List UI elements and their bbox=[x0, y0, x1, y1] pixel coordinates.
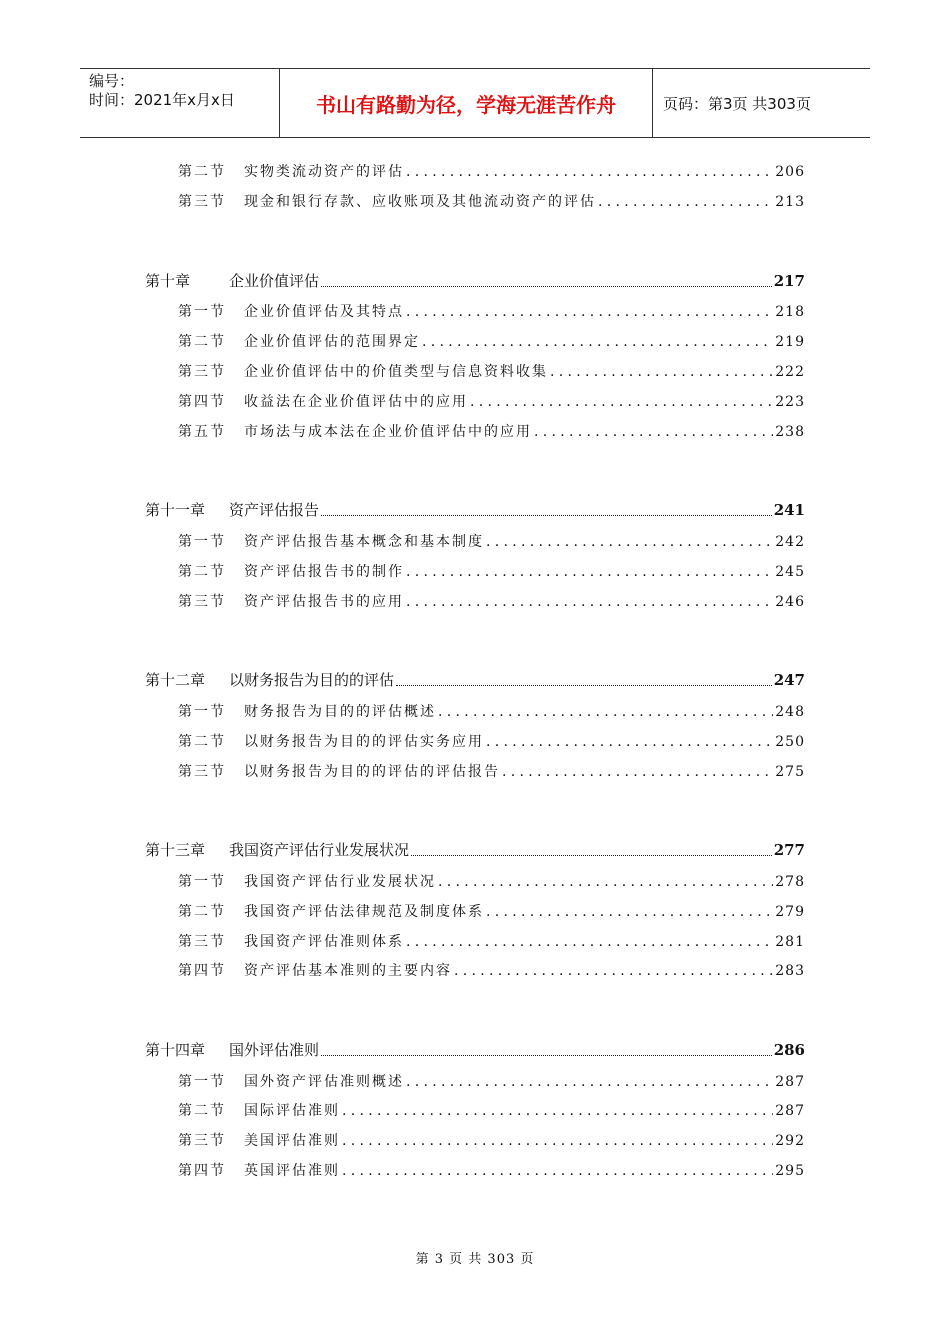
toc-entry-label bbox=[145, 499, 319, 520]
toc-section-row[interactable] bbox=[178, 301, 805, 321]
toc-entry-label bbox=[178, 960, 452, 980]
toc-entry-label bbox=[178, 301, 404, 321]
toc-section-row[interactable] bbox=[178, 591, 805, 611]
toc-section-row[interactable] bbox=[178, 421, 805, 441]
toc-entry-label bbox=[178, 761, 500, 781]
toc-entry-title: 资产评估报告 bbox=[229, 501, 320, 519]
toc-entry-title: 以财务报告为目的的评估实务应用 bbox=[244, 734, 484, 750]
toc-entry-title: 我国资产评估准则体系 bbox=[244, 934, 404, 950]
toc-entry-title: 企业价值评估 bbox=[229, 272, 320, 290]
toc-entry-title: 美国评估准则 bbox=[244, 1133, 340, 1149]
toc-entry-number: 第一节 bbox=[178, 1074, 226, 1090]
toc-page-number: 242 bbox=[775, 534, 805, 550]
toc-entry-number: 第四节 bbox=[178, 1163, 226, 1179]
toc-page-number: 245 bbox=[775, 564, 805, 580]
toc-section-row[interactable] bbox=[178, 931, 805, 951]
toc-section-row[interactable] bbox=[178, 391, 805, 411]
dot-leader bbox=[411, 854, 772, 856]
dot-leader bbox=[486, 734, 773, 750]
dot-leader bbox=[470, 394, 773, 410]
toc-entry-number: 第五节 bbox=[178, 424, 226, 440]
toc-entry-number: 第二节 bbox=[178, 334, 226, 350]
toc-entry-label bbox=[178, 531, 484, 551]
toc-page-number: 275 bbox=[775, 764, 805, 780]
toc-page-number: 250 bbox=[775, 734, 805, 750]
toc-entry-label bbox=[178, 591, 404, 611]
page-indicator: 页码：第3页 共303页 bbox=[663, 94, 811, 113]
toc-entry-label bbox=[178, 331, 420, 351]
toc-entry-label bbox=[145, 839, 409, 860]
toc-entry-title: 国外评估准则 bbox=[229, 1041, 320, 1059]
toc-section-row[interactable] bbox=[178, 1071, 805, 1091]
toc-section-row[interactable] bbox=[178, 561, 805, 581]
dot-leader bbox=[550, 364, 773, 380]
dot-leader bbox=[406, 594, 773, 610]
toc-page-number: 219 bbox=[775, 334, 805, 350]
toc-entry-label bbox=[178, 191, 596, 211]
dot-leader bbox=[342, 1103, 773, 1119]
toc-entry-title: 资产评估基本准则的主要内容 bbox=[244, 963, 452, 979]
dot-leader bbox=[321, 285, 772, 287]
toc-entry-title: 实物类流动资产的评估 bbox=[244, 164, 404, 180]
toc-entry-title: 资产评估报告书的制作 bbox=[244, 564, 404, 580]
toc-entry-title: 英国评估准则 bbox=[244, 1163, 340, 1179]
toc-entry-label bbox=[178, 1071, 404, 1091]
toc-page-number: 292 bbox=[775, 1133, 805, 1149]
toc-section-row[interactable] bbox=[178, 901, 805, 921]
toc-section-row[interactable] bbox=[178, 161, 805, 181]
toc-entry-title: 国际评估准则 bbox=[244, 1103, 340, 1119]
toc-entry-label bbox=[178, 1130, 340, 1150]
dot-leader bbox=[422, 334, 773, 350]
toc-entry-label bbox=[145, 1039, 319, 1060]
toc-page-number: 283 bbox=[775, 963, 805, 979]
toc-section-row[interactable] bbox=[178, 361, 805, 381]
toc-page-number: 246 bbox=[775, 594, 805, 610]
toc-entry-title: 国外资产评估准则概述 bbox=[244, 1074, 404, 1090]
page-footer: 第 3 页 共 303 页 bbox=[415, 1252, 535, 1267]
toc-entry-title: 收益法在企业价值评估中的应用 bbox=[244, 394, 468, 410]
toc-entry-number: 第一节 bbox=[178, 534, 226, 550]
toc-page-number: 248 bbox=[775, 704, 805, 720]
dot-leader bbox=[406, 564, 773, 580]
toc-section-row[interactable] bbox=[178, 1160, 805, 1180]
dot-leader bbox=[321, 1054, 772, 1056]
toc-entry-title: 企业价值评估及其特点 bbox=[244, 304, 404, 320]
toc-entry-number: 第四节 bbox=[178, 963, 226, 979]
toc-page-number: 223 bbox=[775, 394, 805, 410]
toc-entry-title: 我国资产评估行业发展状况 bbox=[244, 874, 436, 890]
dot-leader bbox=[486, 904, 773, 920]
toc-entry-number: 第二节 bbox=[178, 1103, 226, 1119]
toc-entry-label bbox=[178, 701, 436, 721]
motto: 书山有路勤为径，学海无涯苦作舟 bbox=[280, 69, 653, 137]
toc-entry-label bbox=[178, 1160, 340, 1180]
dot-leader bbox=[342, 1163, 773, 1179]
toc-chapter-row[interactable] bbox=[145, 270, 805, 291]
toc-chapter-row[interactable] bbox=[145, 1039, 805, 1060]
toc-section-row[interactable] bbox=[178, 701, 805, 721]
dot-leader bbox=[396, 684, 772, 686]
toc-chapter-row[interactable] bbox=[145, 499, 805, 520]
toc-page-number: 281 bbox=[775, 934, 805, 950]
toc-entry-number: 第一节 bbox=[178, 874, 226, 890]
toc-page-number: 206 bbox=[775, 164, 805, 180]
dot-leader bbox=[438, 704, 773, 720]
toc-section-row[interactable] bbox=[178, 1100, 805, 1120]
toc-section-row[interactable] bbox=[178, 871, 805, 891]
toc-entry-number: 第三节 bbox=[178, 364, 226, 380]
dot-leader bbox=[486, 534, 773, 550]
toc-entry-number: 第十四章 bbox=[145, 1041, 206, 1059]
dot-leader bbox=[406, 304, 773, 320]
header-meta bbox=[80, 69, 280, 137]
toc-entry-title: 资产评估报告书的应用 bbox=[244, 594, 404, 610]
dot-leader bbox=[321, 514, 772, 516]
toc-page-number: 218 bbox=[775, 304, 805, 320]
toc-page-number: 295 bbox=[775, 1163, 805, 1179]
toc-entry-title: 现金和银行存款、应收账项及其他流动资产的评估 bbox=[244, 194, 596, 210]
toc-entry-title: 市场法与成本法在企业价值评估中的应用 bbox=[244, 424, 532, 440]
toc-section-row[interactable] bbox=[178, 531, 805, 551]
toc-entry-number: 第二节 bbox=[178, 734, 226, 750]
toc-page-number: 279 bbox=[775, 904, 805, 920]
toc-entry-number: 第三节 bbox=[178, 1133, 226, 1149]
toc-chapter-row[interactable] bbox=[145, 669, 805, 690]
toc-entry-title: 以财务报告为目的的评估 bbox=[229, 671, 395, 689]
toc-section-row[interactable] bbox=[178, 331, 805, 351]
dot-leader bbox=[406, 934, 773, 950]
toc-entry-label bbox=[178, 931, 404, 951]
toc-entry-label bbox=[178, 391, 468, 411]
toc-entry-label bbox=[178, 161, 404, 181]
dot-leader bbox=[454, 963, 773, 979]
dot-leader bbox=[406, 164, 773, 180]
toc-entry-number: 第四节 bbox=[178, 394, 226, 410]
toc-entry-number: 第一节 bbox=[178, 704, 226, 720]
toc-page-number: 238 bbox=[775, 424, 805, 440]
code-label: 编号： bbox=[89, 72, 135, 90]
toc-entry-label bbox=[178, 871, 436, 891]
toc-page-number: 277 bbox=[773, 841, 805, 859]
toc-page-number: 278 bbox=[775, 874, 805, 890]
toc-section-row[interactable] bbox=[178, 731, 805, 751]
toc-entry-number: 第二节 bbox=[178, 904, 226, 920]
toc-page-number: 287 bbox=[775, 1103, 805, 1119]
toc-entry-number: 第三节 bbox=[178, 764, 226, 780]
toc-entry-title: 财务报告为目的的评估概述 bbox=[244, 704, 436, 720]
toc-section-row[interactable] bbox=[178, 761, 805, 781]
dot-leader bbox=[342, 1133, 773, 1149]
toc-page-number: 217 bbox=[773, 272, 805, 290]
toc-entry-title: 企业价值评估的范围界定 bbox=[244, 334, 420, 350]
toc-section-row[interactable] bbox=[178, 960, 805, 980]
toc-entry-title: 我国资产评估行业发展状况 bbox=[229, 841, 410, 859]
toc-entry-label bbox=[178, 561, 404, 581]
toc-section-row[interactable] bbox=[178, 191, 805, 211]
toc-entry-number: 第十一章 bbox=[145, 501, 206, 519]
toc-entry-label bbox=[178, 361, 548, 381]
toc-entry-label bbox=[178, 421, 532, 441]
toc-page-number: 287 bbox=[775, 1074, 805, 1090]
toc-entry-number: 第十二章 bbox=[145, 671, 206, 689]
toc-entry-label bbox=[145, 669, 394, 690]
toc-entry-number: 第一节 bbox=[178, 304, 226, 320]
dot-leader bbox=[502, 764, 773, 780]
toc-entry-label bbox=[145, 270, 319, 291]
toc-entry-title: 以财务报告为目的的评估的评估报告 bbox=[244, 764, 500, 780]
toc-entry-number: 第三节 bbox=[178, 594, 226, 610]
toc-entry-label bbox=[178, 901, 484, 921]
toc-section-row[interactable] bbox=[178, 1130, 805, 1150]
page-header bbox=[80, 68, 870, 138]
toc-page-number: 286 bbox=[773, 1041, 805, 1059]
dot-leader bbox=[598, 194, 773, 210]
time-label: 时间：2021年x月x日 bbox=[89, 91, 235, 109]
toc-entry-title: 资产评估报告基本概念和基本制度 bbox=[244, 534, 484, 550]
toc-page-number: 213 bbox=[775, 194, 805, 210]
toc-entry-number: 第十章 bbox=[145, 272, 191, 290]
toc-entry-number: 第三节 bbox=[178, 934, 226, 950]
toc-entry-number: 第三节 bbox=[178, 194, 226, 210]
toc-entry-number: 第十三章 bbox=[145, 841, 206, 859]
toc-page-number: 247 bbox=[773, 671, 805, 689]
dot-leader bbox=[534, 424, 773, 440]
toc-entry-label bbox=[178, 1100, 340, 1120]
toc-entry-label bbox=[178, 731, 484, 751]
dot-leader bbox=[406, 1074, 773, 1090]
dot-leader bbox=[438, 874, 773, 890]
toc-entry-number: 第二节 bbox=[178, 564, 226, 580]
toc-chapter-row[interactable] bbox=[145, 839, 805, 860]
toc-page-number: 241 bbox=[773, 501, 805, 519]
toc-entry-title: 企业价值评估中的价值类型与信息资料收集 bbox=[244, 364, 548, 380]
toc-entry-title: 我国资产评估法律规范及制度体系 bbox=[244, 904, 484, 920]
toc-entry-number: 第二节 bbox=[178, 164, 226, 180]
toc-page-number: 222 bbox=[775, 364, 805, 380]
